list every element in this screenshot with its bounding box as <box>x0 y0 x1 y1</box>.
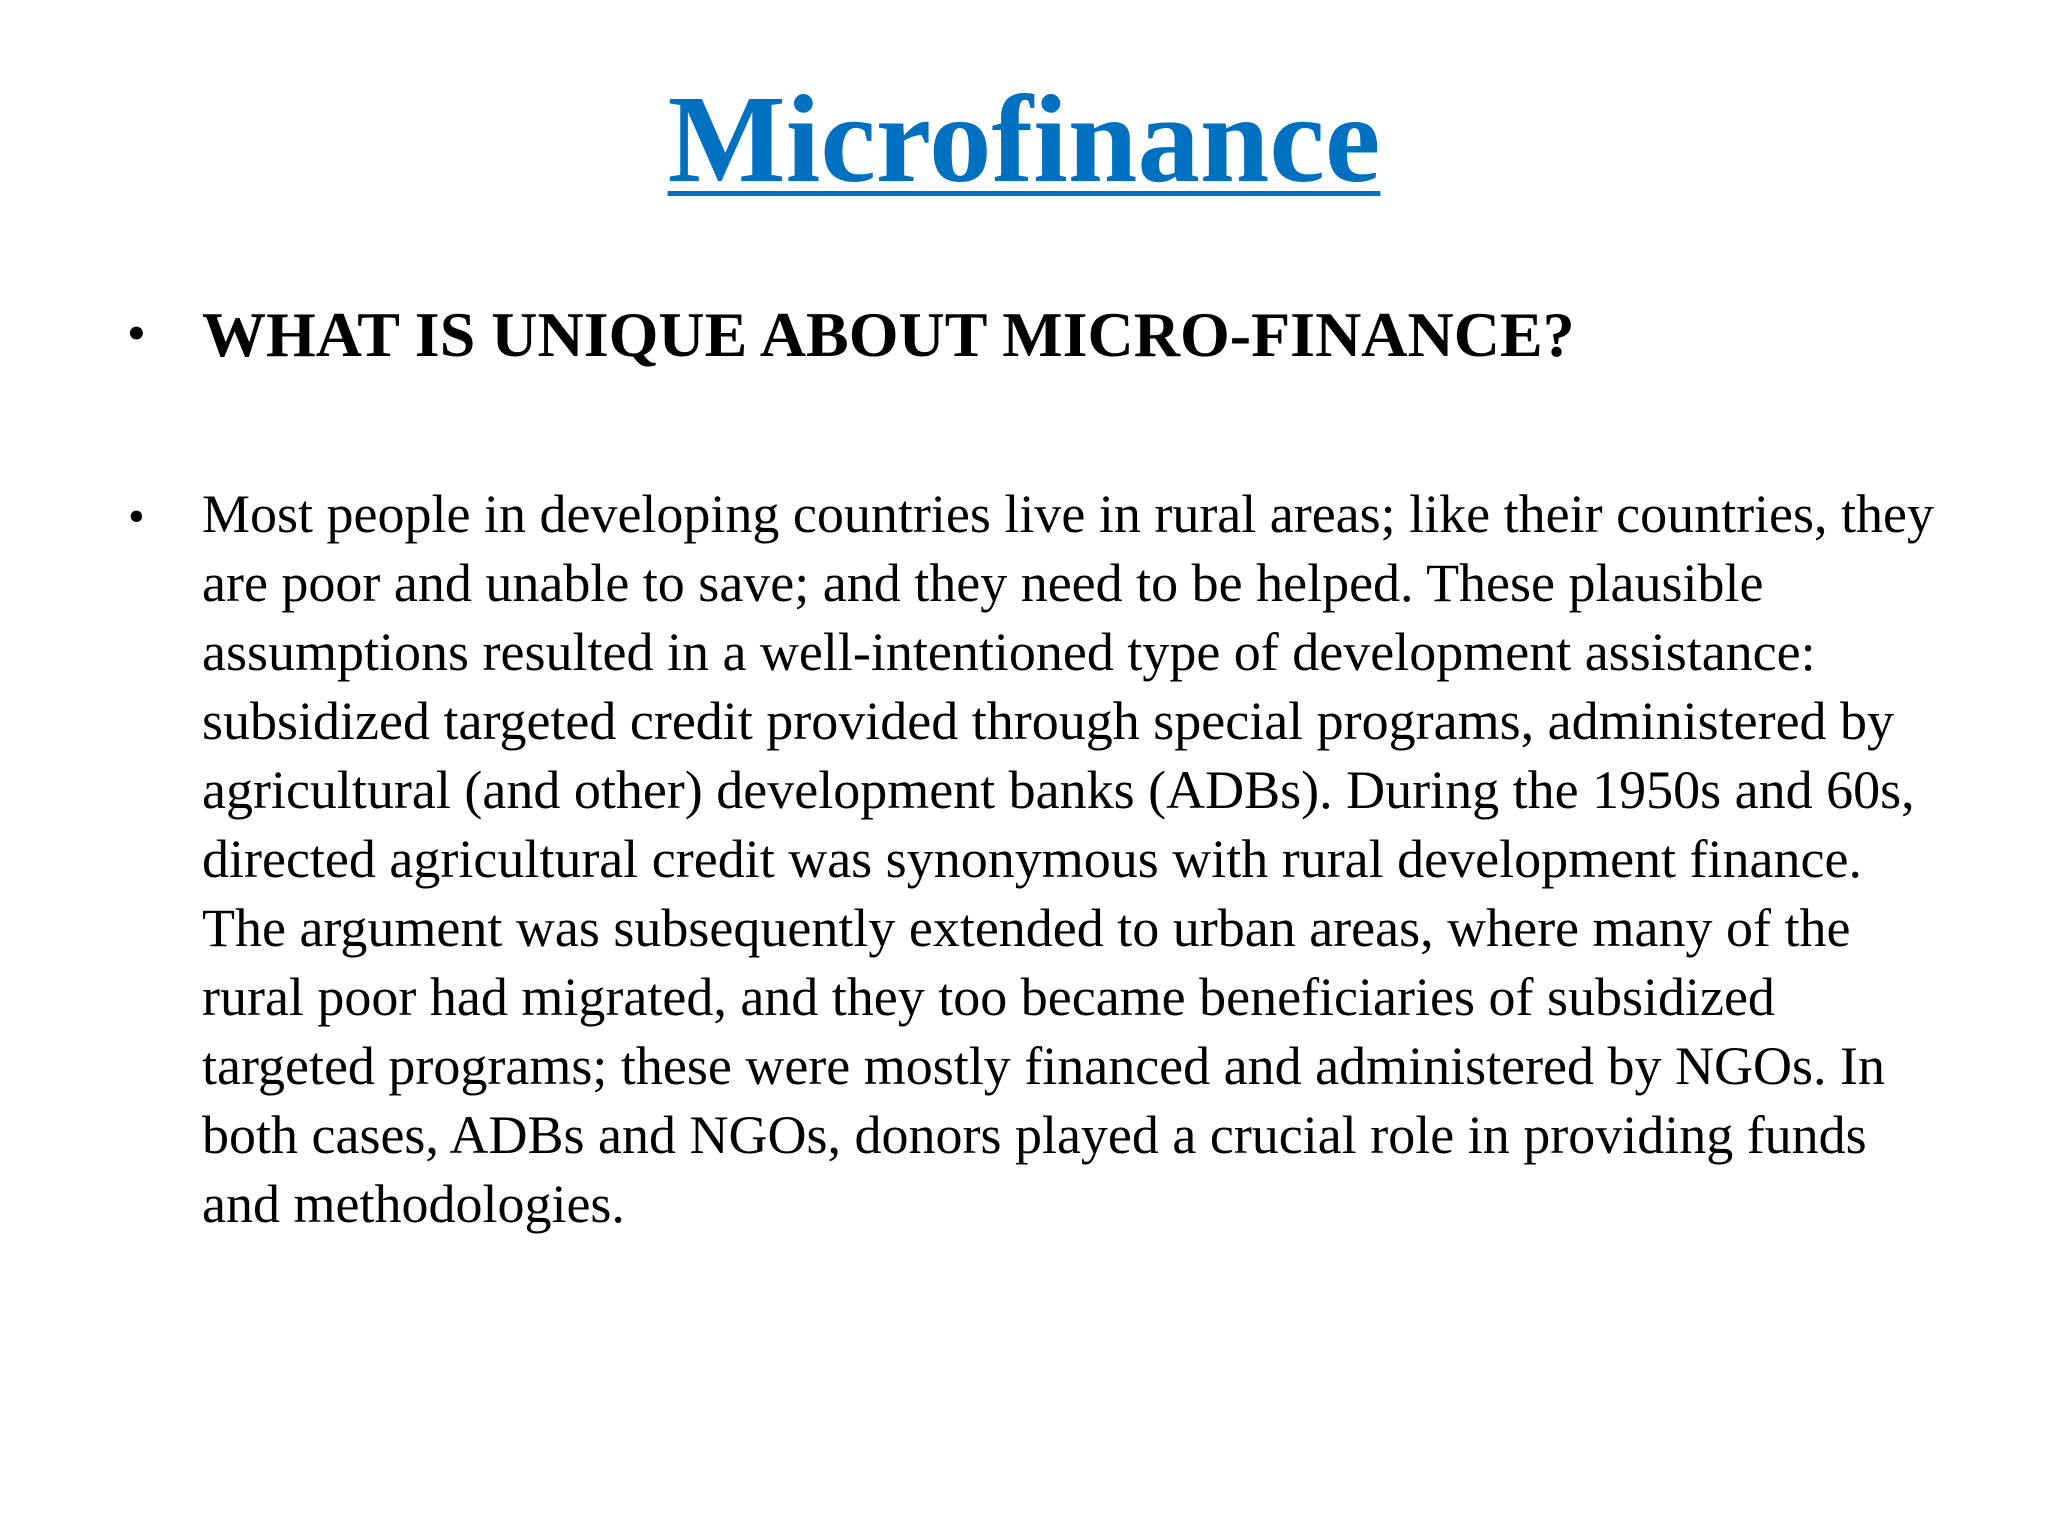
bullet-dot-icon: • <box>128 307 145 360</box>
bullet-dot-icon: • <box>128 490 145 544</box>
bullet-item-heading <box>120 300 1950 370</box>
bullet-item-body <box>120 480 1950 1239</box>
bullet-list <box>120 300 1950 1239</box>
slide-title-text: Microfinance <box>667 71 1381 209</box>
bullet-heading-text: WHAT IS UNIQUE ABOUT MICRO-FINANCE? <box>202 299 1575 370</box>
slide-title <box>0 72 2048 210</box>
bullet-body-text: Most people in developing countries live in rural areas; like their countries, they are poor and unable to save; and they need to be helped. These plausible assumptions resulted in a well-intentioned type of development assistance: subsidized targeted credit provided through special programs, administered by agricultural (and other) development banks (ADBs). During the 1950s and 60s, directed agricultural credit was synonymous with rural development finance. The argument was subsequently extended to urban areas, where many of the rural poor had migrated, and they too became beneficiaries of subsidized targeted programs; these were mostly financed and administered by NGOs. In both cases, ADBs and NGOs, donors played a crucial role in providing funds and methodologies. <box>202 484 1935 1235</box>
